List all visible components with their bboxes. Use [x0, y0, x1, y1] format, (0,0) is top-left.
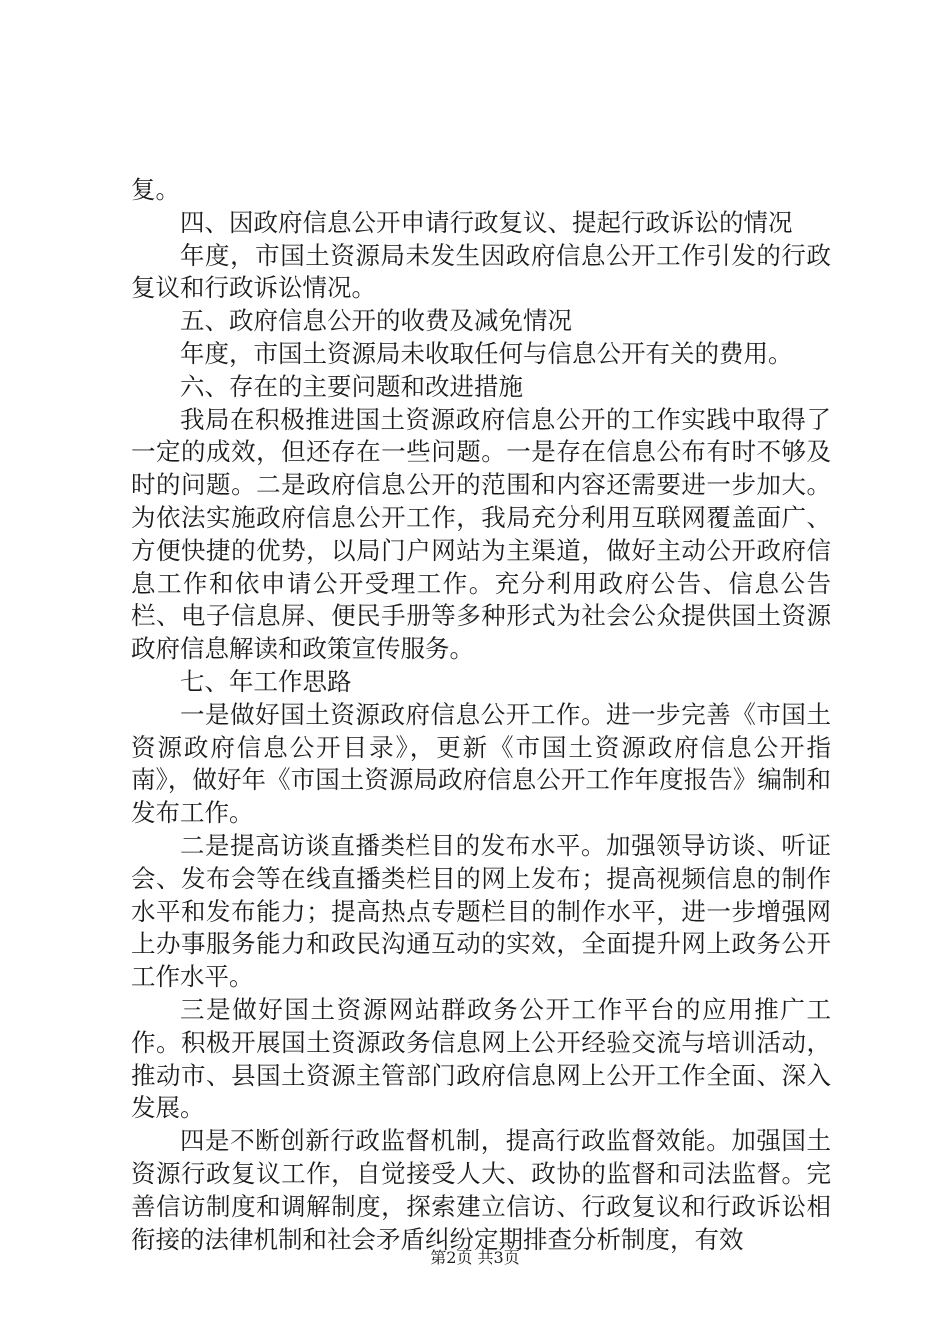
paragraph-1: 复。 [131, 175, 180, 204]
document-body [131, 174, 831, 1256]
paragraph-7: 三是做好国土资源网站群政务公开工作平台的应用推广工作。积极开展国土资源政务信息网上公开经验交流与培训活动，推动市、县国土资源主管部门政府信息网上公开工作全面、深入发展。 [131, 994, 831, 1123]
paragraph-2: 年度，市国土资源局未发生因政府信息公开工作引发的行政复议和行政诉讼情况。 [131, 240, 831, 303]
section-heading-7: 七、年工作思路 [180, 666, 352, 696]
section-heading-5: 五、政府信息公开的收费及减免情况 [180, 306, 572, 336]
page-number-footer: 第2页 共3页 [430, 1248, 520, 1267]
paragraph-4: 我局在积极推进国土资源政府信息公开的工作实践中取得了一定的成效，但还存在一些问题。一是存在信息公布有时不够及时的问题。二是政府信息公开的范围和内容还需要进一步加大。为依法实施政府信息公开工作，我局充分利用互联网覆盖面广、方便快捷的优势，以局门户网站为主渠道，做好主动公开政府信息工作和依申请公开受理工作。充分利用政府公告、信息公告栏、电子信息屏、便民手册等多种形式为社会公众提供国土资源政府信息解读和政策宣传服务。 [131, 404, 831, 664]
paragraph-3: 年度，市国土资源局未收取任何与信息公开有关的费用。 [180, 338, 793, 368]
paragraph-5: 一是做好国土资源政府信息公开工作。进一步完善《市国土资源政府信息公开目录》，更新《市国土资源政府信息公开指南》，做好年《市国土资源局政府信息公开工作年度报告》编制和发布工作。 [131, 699, 831, 828]
section-heading-6: 六、存在的主要问题和改进措施 [180, 371, 523, 401]
paragraph-8: 四是不断创新行政监督机制，提高行政监督效能。加强国土资源行政复议工作，自觉接受人大、政协的监督和司法监督。完善信访制度和调解制度，探索建立信访、行政复议和行政诉讼相衔接的法律机制和社会矛盾纠纷定期排查分析制度，有效 [131, 1126, 831, 1254]
paragraph-6: 二是提高访谈直播类栏目的发布水平。加强领导访谈、听证会、发布会等在线直播类栏目的网上发布；提高视频信息的制作水平和发布能力；提高热点专题栏目的制作水平，进一步增强网上办事服务能力和政民沟通互动的实效，全面提升网上政务公开工作水平。 [131, 830, 831, 992]
section-heading-4: 四、因政府信息公开申请行政复议、提起行政诉讼的情况 [180, 207, 793, 237]
